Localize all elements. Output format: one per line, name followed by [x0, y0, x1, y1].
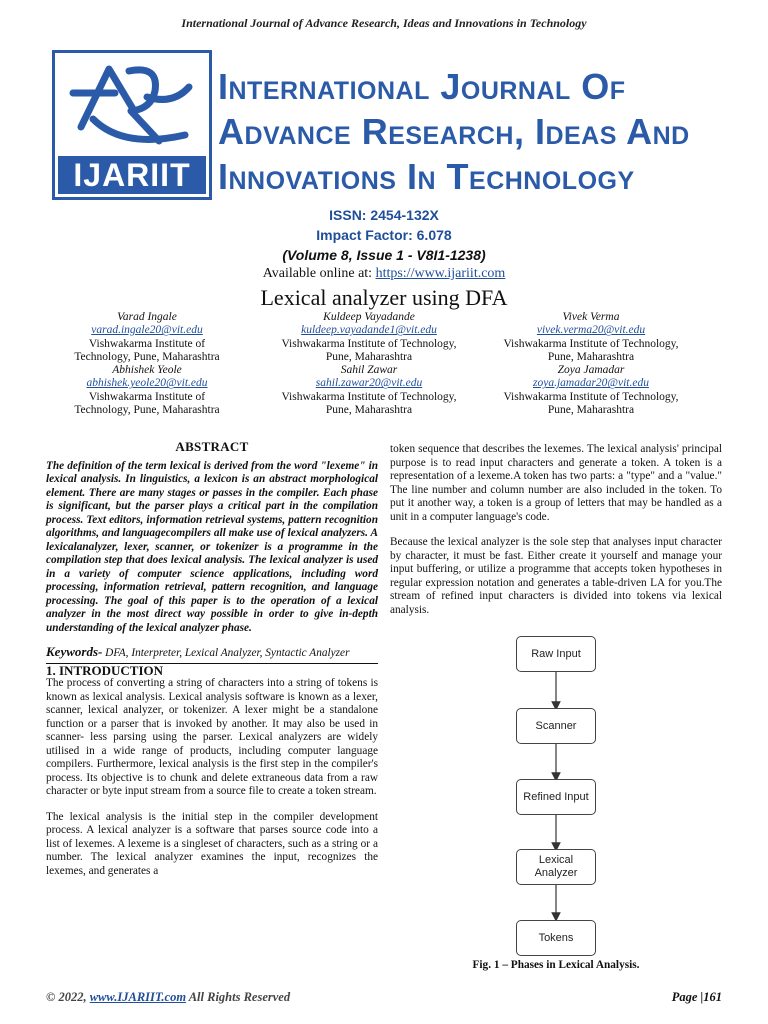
journal-title	[218, 64, 758, 199]
author-block	[262, 311, 476, 364]
footer-prefix: © 2022,	[46, 990, 90, 1004]
author-institution: Pune, Maharashtra	[547, 404, 635, 417]
author-block	[484, 364, 698, 417]
keywords	[46, 645, 378, 661]
author-institution: Vishwakarma Institute of Technology,	[503, 337, 679, 350]
author-name: Zoya Jamadar	[557, 364, 625, 377]
author-institution: Technology, Pune, Maharashtra	[74, 404, 220, 417]
footer-suffix: All Rights Reserved	[186, 990, 291, 1004]
flow-node-lexical-analyzer: Lexical Analyzer	[516, 849, 596, 885]
intro-paragraph: The lexical analysis is the initial step in the compiler development process. A lexical analyzer is a software that parses source code into a list of lexemes. A lexeme is a singleset of characters, such as a string or a number. The lexical analyzer examines the input, recognizes the lexemes, and generates a	[46, 810, 378, 877]
body-paragraph: Because the lexical analyzer is the sole step that analyses input character by character, it must be fast. Either create it yourself and manage your input buffering, or utilize a programme that accepts token hypotheses in regular expression notation and generates a table-driven LA for you.The stream of refined input characters is divided into tokens via lexical analysis.	[390, 536, 722, 616]
author-institution: Pune, Maharashtra	[325, 404, 413, 417]
paper-title: Lexical analyzer using DFA	[260, 285, 508, 310]
body-paragraph: token sequence that describes the lexemes. The lexical analysis' principal purpose is to read input characters and generate a token. A token is a representation of a lexeme.A token has two parts: a "type" and a "value." The line number and column number are also included in the token. To put it another way, a token is a group of letters that may be handled as a unit in a computer language's code.	[390, 443, 722, 523]
journal-title-line: Innovations In Technology	[218, 156, 635, 197]
right-column	[390, 443, 722, 617]
left-column	[46, 440, 378, 878]
issn: ISSN: 2454-132X	[329, 207, 439, 223]
author-institution: Pune, Maharashtra	[325, 350, 413, 363]
author-email-link[interactable]: varad.ingale20@vit.edu	[91, 324, 203, 337]
logo-wordmark: IJARIIT	[58, 156, 206, 194]
author-block	[484, 311, 698, 364]
footer-copyright	[46, 990, 290, 1005]
author-list	[40, 311, 740, 417]
lexical-analysis-flowchart	[510, 636, 600, 966]
author-block	[262, 364, 476, 417]
page-number: Page |161	[671, 990, 722, 1004]
author-institution: Vishwakarma Institute of Technology,	[503, 390, 679, 403]
flow-node-raw-input: Raw Input	[516, 636, 596, 672]
author-block	[40, 364, 254, 417]
author-name: Varad Ingale	[117, 311, 177, 323]
author-email-link[interactable]: vivek.verma20@vit.edu	[536, 324, 646, 337]
author-block	[40, 311, 254, 364]
author-institution: Vishwakarma Institute of	[88, 337, 206, 350]
keywords-text: DFA, Interpreter, Lexical Analyzer, Syntactic Analyzer	[102, 647, 350, 659]
author-email-link[interactable]: zoya.jamadar20@vit.edu	[533, 377, 649, 390]
flow-node-refined-input: Refined Input	[516, 779, 596, 815]
flow-node-tokens: Tokens	[516, 920, 596, 956]
author-institution: Vishwakarma Institute of Technology,	[281, 390, 457, 403]
journal-title-line: International Journal Of	[218, 66, 626, 107]
author-institution: Technology, Pune, Maharashtra	[74, 350, 220, 363]
journal-title-line: Advance Research, Ideas And	[218, 111, 690, 152]
abstract-text: The definition of the term lexical is derived from the word "lexeme" in lexical analysis. In linguistics, a lexicon is an abstract morphological element. There are many stages or passes in the compiler. Each phase is significant, but the parser plays a critical part in the compilation process. Text editors, information retrieval systems, pattern recognition algorithms, and languagecompilers all make use of lexical analyzers. A lexicalanalyzer, lexer, scanner, or tokenizer is a programme in the compilation step that does lexical analysis. The lexical analyzer is used in a variety of computer science applications, including word processing, information retrieval, pattern recognition, and language processing. The goal of this paper is to the operation of a lexical analyzer in the most direct way possible in order to give in-depth understanding of the lexical analyzer phase.	[46, 459, 378, 634]
author-name: Kuldeep Vayadande	[323, 311, 415, 323]
author-institution: Pune, Maharashtra	[547, 350, 635, 363]
flow-node-scanner: Scanner	[516, 708, 596, 744]
intro-paragraph: The process of converting a string of characters into a string of tokens is known as lexical analysis. Lexical analysis software is known as a lexer, scanner, lexical analyzer, or tokenizer. A lexer might be a standalone function or a parser that is invoked by another. It may also be used in scanner- less parsing using the parser. Lexical analyzers are widely utilised in a wide range of products, including computer language compilers. Furthermore, lexical analysis is the first step in the compiler's process. Its objective is to chunk and delete extraneous data from a raw character or byte input stream from a source file to create a token stream.	[46, 677, 378, 797]
footer-website-link[interactable]: www.IJARIIT.com	[89, 990, 187, 1004]
author-institution: Vishwakarma Institute of Technology,	[281, 337, 457, 350]
running-head: International Journal of Advance Research, Ideas and Innovations in Technology	[181, 16, 587, 30]
author-name: Abhishek Yeole	[112, 364, 182, 377]
journal-logo	[52, 50, 212, 200]
available-label: Available online at:	[262, 266, 376, 281]
logo-emblem-icon	[63, 57, 203, 157]
author-email-link[interactable]: sahil.zawar20@vit.edu	[315, 377, 423, 390]
author-name: Vivek Verma	[562, 311, 620, 323]
abstract-heading: ABSTRACT	[175, 439, 249, 454]
journal-website-link[interactable]: https://www.ijariit.com	[375, 266, 506, 281]
keywords-label: Keywords-	[46, 644, 103, 659]
author-email-link[interactable]: abhishek.yeole20@vit.edu	[86, 377, 208, 390]
section-heading-introduction: 1. INTRODUCTION	[46, 662, 164, 678]
author-email-link[interactable]: kuldeep.vayadande1@vit.edu	[301, 324, 437, 337]
available-online	[0, 266, 768, 282]
author-institution: Vishwakarma Institute of	[88, 390, 206, 403]
figure-caption: Fig. 1 – Phases in Lexical Analysis.	[472, 959, 640, 971]
author-name: Sahil Zawar	[340, 364, 398, 377]
impact-factor: Impact Factor: 6.078	[316, 227, 452, 243]
volume-issue: (Volume 8, Issue 1 - V8I1-1238)	[282, 247, 486, 263]
